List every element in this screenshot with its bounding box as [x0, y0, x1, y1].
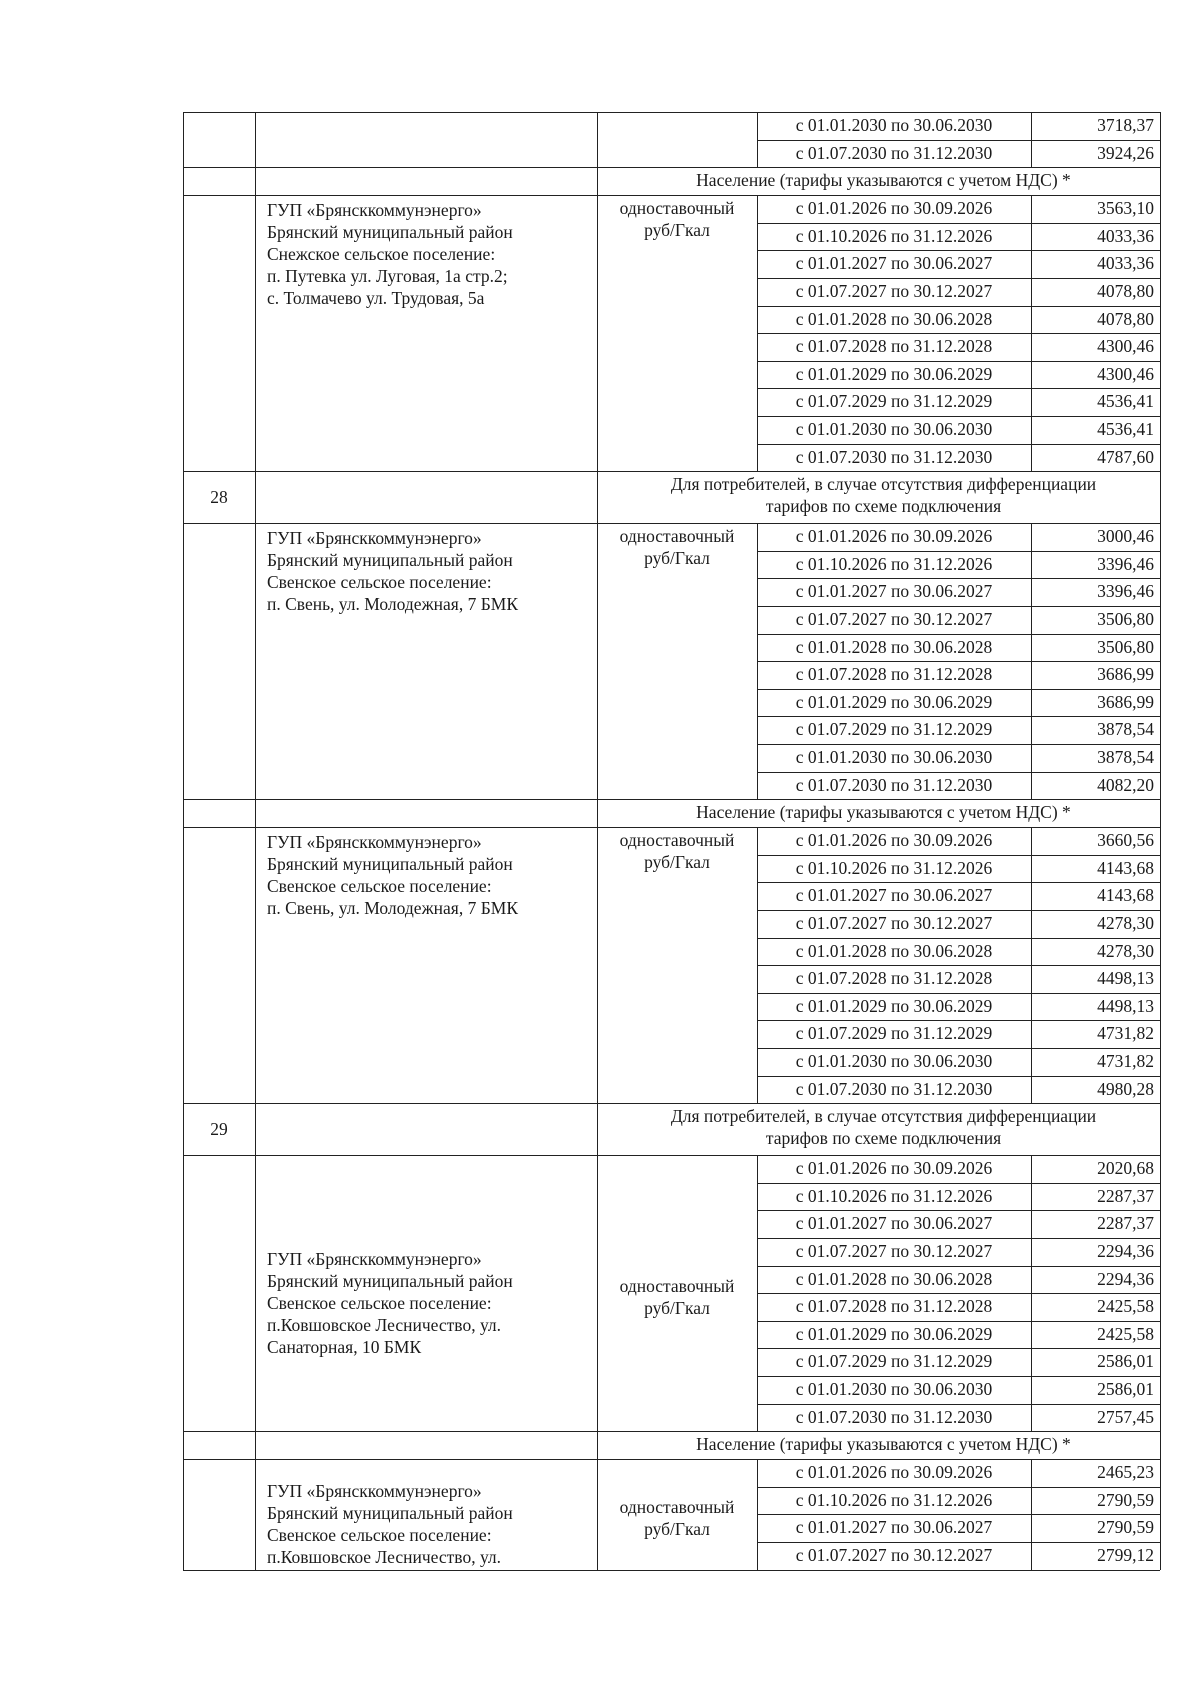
tariff-type-line: руб/Гкал: [644, 220, 710, 241]
period-cell: с 01.01.2028 по 30.06.2028: [795, 308, 993, 329]
category-header-line: Население (тарифы указываются с учетом НДС) *: [696, 802, 1071, 823]
column-border: [1160, 523, 1161, 799]
organization-line: ГУП «Брянсккоммунэнерго»: [267, 200, 482, 221]
tariff-value-cell: 2586,01: [1097, 1378, 1154, 1399]
column-border: [183, 1459, 184, 1569]
column-border: [1160, 1431, 1161, 1459]
tariff-value-cell: 4731,82: [1097, 1023, 1154, 1044]
organization-line: Свенское сельское поселение:: [267, 572, 492, 593]
period-cell: с 01.01.2028 по 30.06.2028: [795, 636, 993, 657]
tariff-value-cell: 2287,37: [1097, 1185, 1154, 1206]
tariff-value-cell: 4300,46: [1097, 336, 1154, 357]
period-cell: с 01.01.2026 по 30.09.2026: [795, 830, 993, 851]
period-cell: с 01.07.2030 по 31.12.2030: [795, 1406, 993, 1427]
period-cell: с 01.01.2026 по 30.09.2026: [795, 1462, 993, 1483]
tariff-type-line: руб/Гкал: [644, 1298, 710, 1319]
tariff-value-cell: 3686,99: [1097, 664, 1154, 685]
period-cell: с 01.07.2028 по 31.12.2028: [795, 1296, 993, 1317]
tariff-value-cell: 4498,13: [1097, 995, 1154, 1016]
tariff-type-line: руб/Гкал: [644, 548, 710, 569]
tariff-group: [183, 523, 1160, 799]
period-cell: с 01.07.2027 по 30.12.2027: [795, 912, 993, 933]
organization-line: ГУП «Брянсккоммунэнерго»: [267, 528, 482, 549]
tariff-value-cell: 3396,46: [1097, 553, 1154, 574]
category-header-line: тарифов по схеме подключения: [765, 1128, 1002, 1149]
period-cell: с 01.01.2027 по 30.06.2027: [795, 1517, 993, 1538]
tariff-value-cell: 4143,68: [1097, 857, 1154, 878]
column-border: [183, 195, 184, 471]
organization-line: п. Свень, ул. Молодежная, 7 БМК: [267, 594, 518, 615]
organization-line: Санаторная, 10 БМК: [267, 1337, 422, 1358]
organization-line: Свенское сельское поселение:: [267, 876, 492, 897]
organization-line: Брянский муниципальный район: [267, 1503, 513, 1524]
period-cell: с 01.10.2026 по 31.12.2026: [795, 553, 993, 574]
column-border: [597, 112, 598, 167]
row-number: 29: [210, 1118, 228, 1139]
period-cell: с 01.01.2030 по 30.06.2030: [795, 1050, 993, 1071]
tariff-value-cell: 2799,12: [1097, 1544, 1154, 1565]
tariff-value-cell: 4536,41: [1097, 418, 1154, 439]
column-border: [1160, 827, 1161, 1103]
tariff-group: [183, 827, 1160, 1103]
category-header-line: Население (тарифы указываются с учетом НДС) *: [696, 170, 1071, 191]
period-cell: с 01.01.2030 по 30.06.2030: [795, 1378, 993, 1399]
tariff-value-cell: 3506,80: [1097, 636, 1154, 657]
organization-line: ГУП «Брянсккоммунэнерго»: [267, 832, 482, 853]
period-cell: с 01.07.2030 по 31.12.2030: [795, 446, 993, 467]
tariff-value-cell: 4278,30: [1097, 940, 1154, 961]
organization-line: Снежское сельское поселение:: [267, 244, 496, 265]
row-border: [183, 471, 1160, 472]
tariff-type-line: одноставочный: [619, 1497, 735, 1518]
organization-line: п.Ковшовское Лесничество, ул.: [267, 1547, 502, 1568]
section-header-row: [183, 799, 1160, 827]
period-cell: с 01.07.2028 по 31.12.2028: [795, 336, 993, 357]
row-border: [183, 1431, 1160, 1432]
tariff-table: [183, 112, 1160, 1570]
tariff-value-cell: 3718,37: [1097, 115, 1154, 135]
tariff-value-cell: 4078,80: [1097, 308, 1154, 329]
tariff-value-cell: 4536,41: [1097, 391, 1154, 412]
period-cell: с 01.07.2029 по 31.12.2029: [795, 1023, 993, 1044]
period-cell: с 01.01.2029 по 30.06.2029: [795, 1323, 993, 1344]
category-header-line: Для потребителей, в случае отсутствия дифференциации: [670, 474, 1097, 495]
organization-line: Брянский муниципальный район: [267, 222, 513, 243]
organization-line: п.Ковшовское Лесничество, ул.: [267, 1315, 502, 1336]
tariff-value-cell: 2287,37: [1097, 1213, 1154, 1234]
period-cell: с 01.07.2027 по 30.12.2027: [795, 1544, 993, 1565]
column-border: [183, 112, 184, 167]
tariff-group: [183, 112, 1160, 167]
period-cell: с 01.01.2030 по 30.06.2030: [795, 418, 993, 439]
period-cell: с 01.01.2028 по 30.06.2028: [795, 1268, 993, 1289]
tariff-type-line: руб/Гкал: [644, 852, 710, 873]
section-header-row: [183, 1431, 1160, 1459]
period-cell: с 01.10.2026 по 31.12.2026: [795, 857, 993, 878]
category-header-line: Для потребителей, в случае отсутствия дифференциации: [670, 1106, 1097, 1127]
row-border: [183, 167, 1160, 168]
tariff-value-cell: 4078,80: [1097, 280, 1154, 301]
period-cell: с 01.07.2030 по 31.12.2030: [795, 774, 993, 795]
tariff-value-cell: 2294,36: [1097, 1268, 1154, 1289]
tariff-value-cell: 2425,58: [1097, 1296, 1154, 1317]
column-border: [1160, 471, 1161, 523]
period-cell: с 01.07.2030 по 31.12.2030: [795, 1078, 993, 1099]
table-bottom-border: [183, 1570, 1160, 1571]
organization-line: Брянский муниципальный район: [267, 854, 513, 875]
tariff-value-cell: 4278,30: [1097, 912, 1154, 933]
column-border: [183, 167, 184, 195]
column-border: [597, 799, 598, 827]
column-border: [183, 1431, 184, 1459]
column-border: [1160, 195, 1161, 471]
section-header-row: [183, 1103, 1160, 1155]
period-cell: с 01.07.2029 по 31.12.2029: [795, 719, 993, 740]
period-cell: с 01.01.2027 по 30.06.2027: [795, 253, 993, 274]
column-border: [1160, 799, 1161, 827]
column-border: [183, 827, 184, 1103]
column-border: [1160, 167, 1161, 195]
tariff-value-cell: 4731,82: [1097, 1050, 1154, 1071]
row-number: 28: [210, 486, 228, 507]
tariff-value-cell: 4787,60: [1097, 446, 1154, 467]
period-cell: с 01.01.2026 по 30.09.2026: [795, 198, 993, 219]
tariff-type-line: одноставочный: [619, 198, 735, 219]
column-border: [183, 523, 184, 799]
column-border: [1160, 1155, 1161, 1431]
row-border: [183, 1103, 1160, 1104]
period-cell: с 01.07.2027 по 30.12.2027: [795, 280, 993, 301]
organization-line: Свенское сельское поселение:: [267, 1525, 492, 1546]
tariff-value-cell: 3924,26: [1097, 142, 1154, 163]
column-border: [1160, 1459, 1161, 1569]
column-border: [597, 167, 598, 195]
tariff-value-cell: 2465,23: [1097, 1462, 1154, 1483]
period-cell: с 01.01.2029 по 30.06.2029: [795, 691, 993, 712]
column-border: [255, 471, 256, 523]
tariff-value-cell: 2294,36: [1097, 1240, 1154, 1261]
category-header-line: тарифов по схеме подключения: [765, 496, 1002, 517]
period-cell: с 01.07.2027 по 30.12.2027: [795, 1240, 993, 1261]
organization-line: п. Свень, ул. Молодежная, 7 БМК: [267, 898, 518, 919]
organization-line: ГУП «Брянсккоммунэнерго»: [267, 1249, 482, 1270]
tariff-value-cell: 3878,54: [1097, 746, 1154, 767]
period-cell: с 01.07.2028 по 31.12.2028: [795, 968, 993, 989]
period-cell: с 01.07.2030 по 31.12.2030: [795, 142, 993, 163]
tariff-value-cell: 4033,36: [1097, 225, 1154, 246]
tariff-value-cell: 4498,13: [1097, 968, 1154, 989]
tariff-value-cell: 4143,68: [1097, 885, 1154, 906]
tariff-group: [183, 1155, 1160, 1431]
tariff-value-cell: 4980,28: [1097, 1078, 1154, 1099]
tariff-type-line: руб/Гкал: [644, 1519, 710, 1540]
period-cell: с 01.10.2026 по 31.12.2026: [795, 1489, 993, 1510]
section-header-row: [183, 471, 1160, 523]
tariff-value-cell: 3506,80: [1097, 608, 1154, 629]
column-border: [597, 471, 598, 523]
tariff-type-line: одноставочный: [619, 830, 735, 851]
tariff-value-cell: 4033,36: [1097, 253, 1154, 274]
tariff-value-cell: 2586,01: [1097, 1351, 1154, 1372]
period-cell: с 01.10.2026 по 31.12.2026: [795, 1185, 993, 1206]
section-header-row: [183, 167, 1160, 195]
column-border: [255, 1431, 256, 1459]
column-border: [597, 1431, 598, 1459]
organization-line: Брянский муниципальный район: [267, 550, 513, 571]
column-border: [255, 1103, 256, 1155]
category-header-line: Население (тарифы указываются с учетом НДС) *: [696, 1434, 1071, 1455]
tariff-value-cell: 3686,99: [1097, 691, 1154, 712]
column-border: [183, 1155, 184, 1431]
column-border: [255, 112, 256, 167]
tariff-value-cell: 2790,59: [1097, 1489, 1154, 1510]
period-cell: с 01.01.2028 по 30.06.2028: [795, 940, 993, 961]
period-cell: с 01.01.2026 по 30.09.2026: [795, 526, 993, 547]
column-border: [1160, 1103, 1161, 1155]
tariff-value-cell: 3000,46: [1097, 526, 1154, 547]
period-cell: с 01.07.2027 по 30.12.2027: [795, 608, 993, 629]
organization-line: п. Путевка ул. Луговая, 1а стр.2;: [267, 266, 508, 287]
period-cell: с 01.01.2030 по 30.06.2030: [795, 115, 993, 135]
period-cell: с 01.01.2027 по 30.06.2027: [795, 1213, 993, 1234]
organization-line: Брянский муниципальный район: [267, 1271, 513, 1292]
tariff-value-cell: 2757,45: [1097, 1406, 1154, 1427]
period-cell: с 01.01.2029 по 30.06.2029: [795, 995, 993, 1016]
tariff-value-cell: 4082,20: [1097, 774, 1154, 795]
tariff-value-cell: 3563,10: [1097, 198, 1154, 219]
tariff-value-cell: 3396,46: [1097, 581, 1154, 602]
period-cell: с 01.01.2027 по 30.06.2027: [795, 581, 993, 602]
column-border: [183, 799, 184, 827]
tariff-value-cell: 2790,59: [1097, 1517, 1154, 1538]
organization-line: с. Толмачево ул. Трудовая, 5а: [267, 288, 485, 309]
period-cell: с 01.01.2027 по 30.06.2027: [795, 885, 993, 906]
organization-line: Свенское сельское поселение:: [267, 1293, 492, 1314]
tariff-value-cell: 2020,68: [1097, 1158, 1154, 1179]
tariff-value-cell: 3878,54: [1097, 719, 1154, 740]
tariff-type-line: одноставочный: [619, 526, 735, 547]
tariff-value-cell: 4300,46: [1097, 363, 1154, 384]
organization-line: ГУП «Брянсккоммунэнерго»: [267, 1481, 482, 1502]
tariff-group: [183, 1459, 1160, 1569]
tariff-value-cell: 3660,56: [1097, 830, 1154, 851]
column-border: [597, 1103, 598, 1155]
period-cell: с 01.01.2026 по 30.09.2026: [795, 1158, 993, 1179]
row-border: [183, 799, 1160, 800]
period-cell: с 01.07.2028 по 31.12.2028: [795, 664, 993, 685]
tariff-group: [183, 195, 1160, 471]
column-border: [1160, 112, 1161, 167]
tariff-value-cell: 2425,58: [1097, 1323, 1154, 1344]
period-cell: с 01.07.2029 по 31.12.2029: [795, 391, 993, 412]
period-cell: с 01.07.2029 по 31.12.2029: [795, 1351, 993, 1372]
tariff-type-line: одноставочный: [619, 1276, 735, 1297]
column-border: [255, 799, 256, 827]
period-cell: с 01.01.2029 по 30.06.2029: [795, 363, 993, 384]
period-cell: с 01.01.2030 по 30.06.2030: [795, 746, 993, 767]
period-cell: с 01.10.2026 по 31.12.2026: [795, 225, 993, 246]
column-border: [255, 167, 256, 195]
